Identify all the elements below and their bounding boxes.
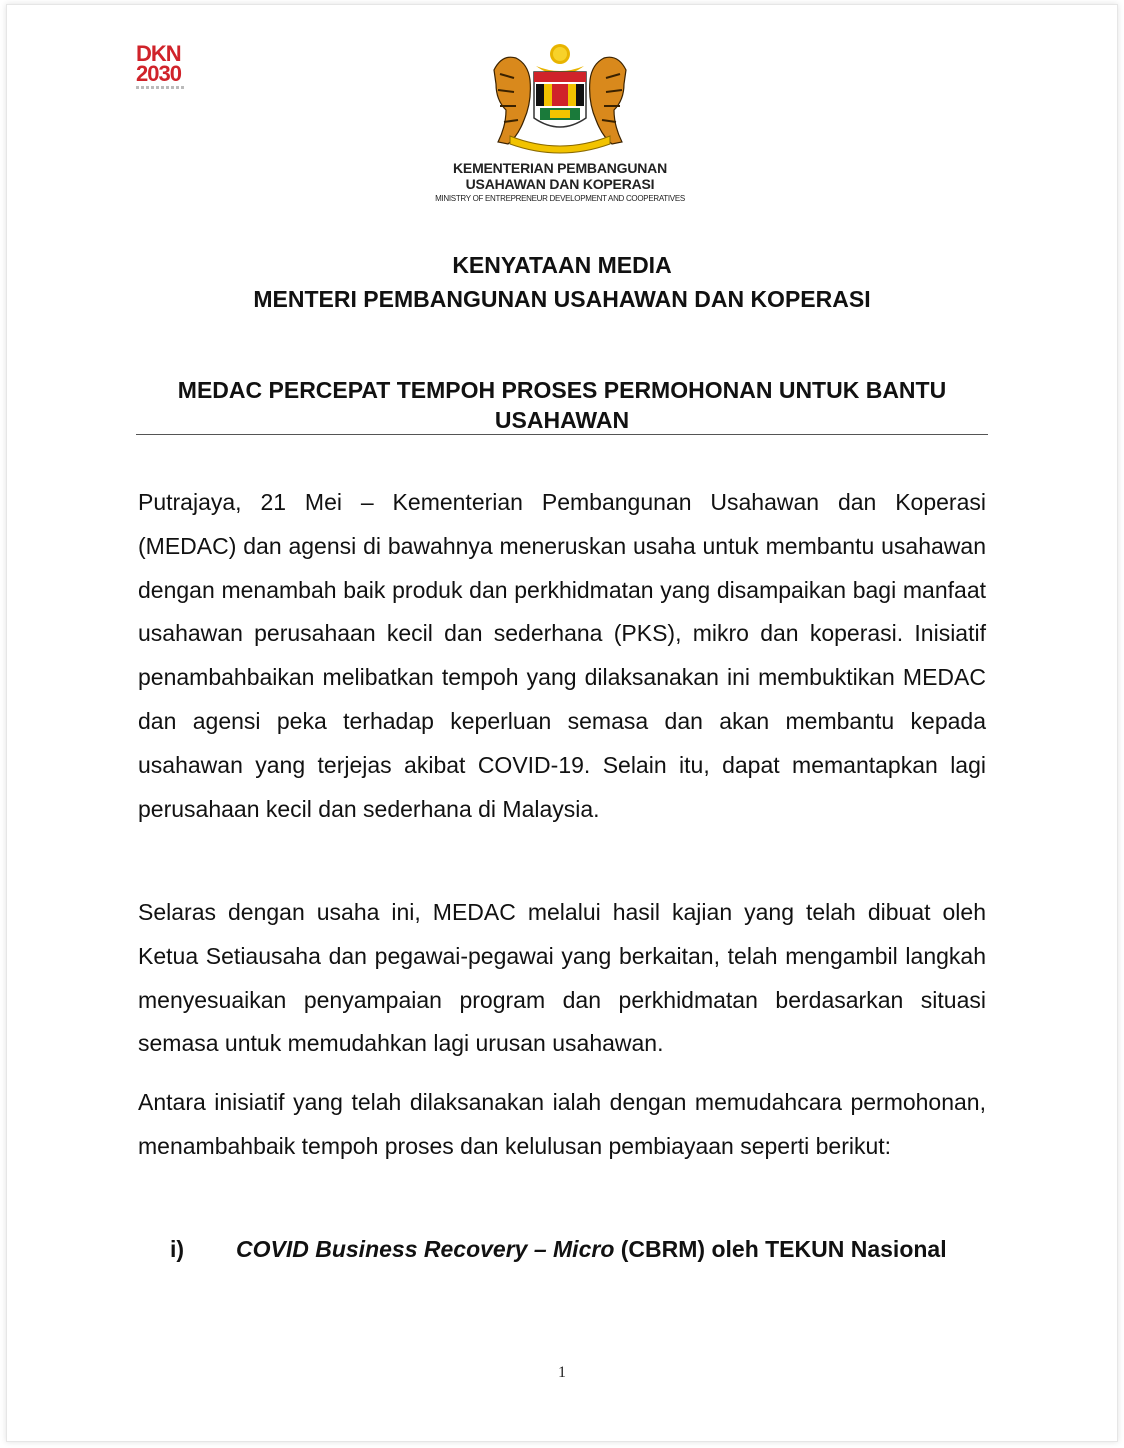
- dkn-logo-year: 2030: [136, 61, 181, 86]
- document-type-heading: KENYATAAN MEDIA: [452, 252, 672, 278]
- issuer-heading: MENTERI PEMBANGUNAN USAHAWAN DAN KOPERASI: [253, 286, 871, 312]
- coat-of-arms-icon: [484, 40, 636, 156]
- press-release-title: MEDAC PERCEPAT TEMPOH PROSES PERMOHONAN UNTUK BANTU USAHAWAN: [177, 377, 947, 433]
- body-paragraph-1: Putrajaya, 21 Mei – Kementerian Pembangunan Usahawan dan Koperasi (MEDAC) dan agensi di bawahnya meneruskan usaha untuk membantu usahawan dengan menambah baik produk dan perkhidmatan yang disampaikan bagi manfaat usahawan perusahaan kecil dan sederhana (PKS), mikro dan koperasi. Inisiatif penambahbaikan melibatkan tempoh yang dilaksanakan ini membuktikan MEDAC dan agensi peka terhadap keperluan semasa dan akan membantu kepada usahawan yang terjejas akibat COVID-19. Selain itu, dapat memantapkan lagi perusahaan kecil dan sederhana di Malaysia.: [138, 489, 986, 822]
- list-item-program-detail: (CBRM) oleh TEKUN Nasional: [614, 1236, 947, 1262]
- dkn-logo-text: DKN: [136, 41, 181, 66]
- body-paragraph-2: Selaras dengan usaha ini, MEDAC melalui hasil kajian yang telah dibuat oleh Ketua Setiausaha dan pegawai-pegawai yang berkaitan, telah mengambil langkah menyesuaikan penyampaian program dan perkhidmatan berdasarkan situasi semasa untuk memudahkan lagi urusan usahawan.: [138, 899, 986, 1057]
- ministry-name-english: MINISTRY OF ENTREPRENEUR DEVELOPMENT AND COOPERATIVES: [435, 194, 685, 203]
- list-item-program-name: COVID Business Recovery – Micro: [236, 1236, 615, 1262]
- list-item-text: [236, 1227, 986, 1271]
- ministry-name-line1: KEMENTERIAN PEMBANGUNAN: [453, 160, 667, 176]
- ministry-name-line2: USAHAWAN DAN KOPERASI: [465, 176, 655, 192]
- body-paragraph-3: Antara inisiatif yang telah dilaksanakan ialah dengan memudahcara permohonan, menambahbaik tempoh proses dan kelulusan pembiayaan seperti berikut:: [138, 1089, 986, 1159]
- dkn2030-logo: [136, 41, 192, 96]
- list-item-number: i): [170, 1236, 185, 1262]
- page-number: 1: [558, 1364, 566, 1381]
- title-underline: [136, 434, 988, 435]
- dkn-logo-tagline: [136, 86, 184, 89]
